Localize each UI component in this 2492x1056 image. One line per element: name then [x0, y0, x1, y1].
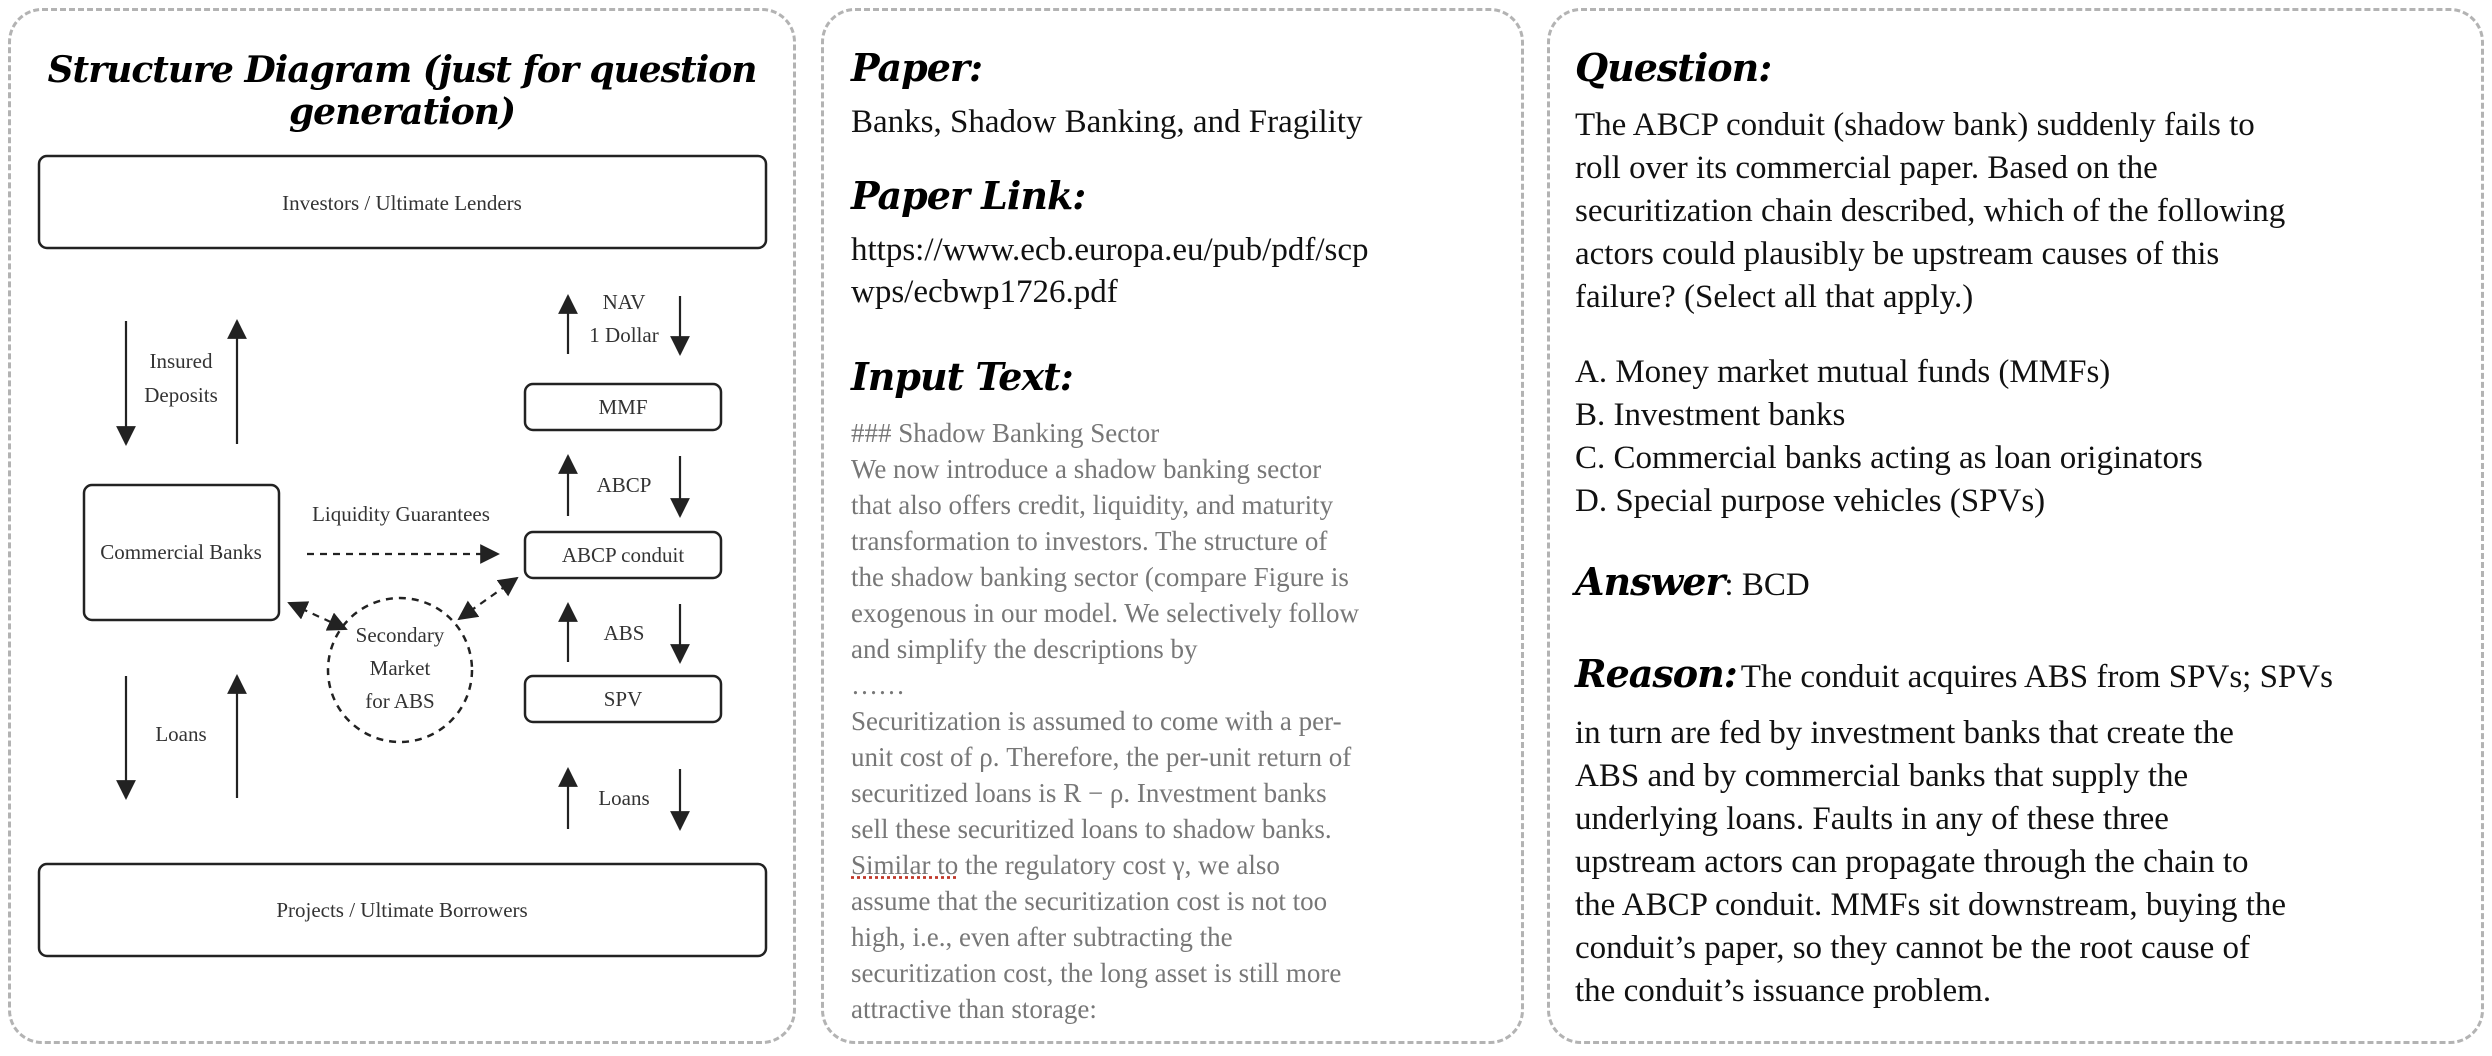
abcp-label: ABCP: [596, 473, 652, 497]
reason-label: Reason:: [1575, 651, 1737, 696]
loans-left-label: Loans: [155, 722, 207, 746]
paper-link-line: wps/ecbwp1726.pdf: [851, 274, 1118, 310]
input-text-label: Input Text:: [851, 354, 1073, 399]
question-line: The ABCP conduit (shadow bank) suddenly fails to: [1575, 107, 2255, 143]
reason-line: the ABCP conduit. MMFs sit downstream, buying the: [1575, 887, 2287, 923]
input-line: the shadow banking sector (compare Figure is: [851, 562, 1349, 592]
input-line: transformation to investors. The structure of: [851, 526, 1328, 556]
secondary-market-line1: Secondary: [355, 623, 445, 647]
similar-to-text: Similar to: [851, 850, 959, 880]
input-line: unit cost of ρ. Therefore, the per-unit return of: [851, 742, 1352, 772]
reason-text: [1575, 712, 2286, 1013]
question-text: [1575, 104, 2285, 319]
mmf-label: MMF: [598, 395, 648, 419]
question-panel: [1547, 8, 2484, 1044]
nav-label-line1: NAV: [602, 290, 646, 314]
input-line: exogenous in our model. We selectively follow: [851, 598, 1359, 628]
paper-link[interactable]: [851, 229, 1369, 313]
option-d[interactable]: D. Special purpose vehicles (SPVs): [1575, 483, 2046, 519]
reason-line: in turn are fed by investment banks that create the: [1575, 715, 2234, 751]
bank-to-market-arrow: [289, 603, 346, 629]
input-line: [851, 847, 1359, 883]
input-line: that also offers credit, liquidity, and maturity: [851, 490, 1334, 520]
answer-label: Answer: [1575, 559, 1725, 604]
reason-line: underlying loans. Faults in any of these three: [1575, 801, 2169, 837]
reason-line: upstream actors can propagate through the chain to: [1575, 844, 2249, 880]
structure-diagram-panel: [8, 8, 796, 1044]
answer-row: Answer: BCD: [1575, 559, 1810, 604]
input-line: assume that the securitization cost is not too: [851, 886, 1328, 916]
question-line: actors could plausibly be upstream causes of this: [1575, 236, 2220, 272]
market-to-conduit-arrow: [459, 578, 517, 619]
paper-link-line: https://www.ecb.europa.eu/pub/pdf/scp: [851, 232, 1369, 268]
abcp-conduit-label: ABCP conduit: [561, 543, 685, 567]
commercial-banks-label: Commercial Banks: [100, 540, 262, 564]
question-label: Question:: [1575, 45, 1772, 90]
question-line: securitization chain described, which of the following: [1575, 193, 2286, 229]
abs-label: ABS: [603, 621, 645, 645]
input-line: ### Shadow Banking Sector: [851, 418, 1160, 448]
loans-right-label: Loans: [598, 786, 650, 810]
input-line: attractive than storage:: [851, 994, 1097, 1024]
input-line: and simplify the descriptions by: [851, 634, 1198, 664]
input-line: securitized loans is R − ρ. Investment banks: [851, 778, 1327, 808]
input-line: high, i.e., even after subtracting the: [851, 922, 1233, 952]
option-a[interactable]: A. Money market mutual funds (MMFs): [1575, 354, 2111, 390]
paper-title: Banks, Shadow Banking, and Fragility: [851, 104, 1363, 140]
spv-label: SPV: [603, 687, 643, 711]
options-list: [1575, 351, 2203, 523]
insured-deposits-line2: Deposits: [144, 383, 218, 407]
panel-title: Structure Diagram (just for question generation): [47, 49, 757, 133]
input-text-body: [851, 415, 1359, 1027]
projects-label: Projects / Ultimate Borrowers: [276, 898, 528, 922]
reason-line: conduit’s paper, so they cannot be the root cause of: [1575, 930, 2250, 966]
question-line: roll over its commercial paper. Based on the: [1575, 150, 2158, 186]
option-c[interactable]: C. Commercial banks acting as loan originators: [1575, 440, 2203, 476]
secondary-market-line2: Market: [369, 656, 431, 680]
paper-link-label: Paper Link:: [851, 173, 1086, 218]
input-line: ……: [851, 670, 905, 700]
structure-diagram: [11, 11, 799, 1047]
input-line: Securitization is assumed to come with a per-: [851, 706, 1342, 736]
answer-value: BCD: [1741, 567, 1810, 603]
reason-line: the conduit’s issuance problem.: [1575, 973, 1992, 1009]
paper-panel: [821, 8, 1524, 1044]
similar-rest-text: the regulatory cost γ, we also: [958, 850, 1280, 880]
input-line: sell these securitized loans to shadow banks.: [851, 814, 1332, 844]
secondary-market-line3: for ABS: [365, 689, 435, 713]
option-b[interactable]: B. Investment banks: [1575, 397, 1846, 433]
reason-line: ABS and by commercial banks that supply the: [1575, 758, 2189, 794]
investors-label: Investors / Ultimate Lenders: [282, 191, 522, 215]
reason-first-line: The conduit acquires ABS from SPVs; SPVs: [1740, 659, 2333, 695]
input-line: securitization cost, the long asset is still more: [851, 958, 1342, 988]
liquidity-guarantees-label: Liquidity Guarantees: [312, 502, 490, 526]
reason-first-row: [1575, 651, 2333, 699]
insured-deposits-line1: Insured: [149, 349, 213, 373]
question-line: failure? (Select all that apply.): [1575, 279, 1974, 315]
nav-label-line2: 1 Dollar: [589, 323, 659, 347]
input-line: We now introduce a shadow banking sector: [851, 454, 1322, 484]
paper-label: Paper:: [851, 45, 982, 90]
